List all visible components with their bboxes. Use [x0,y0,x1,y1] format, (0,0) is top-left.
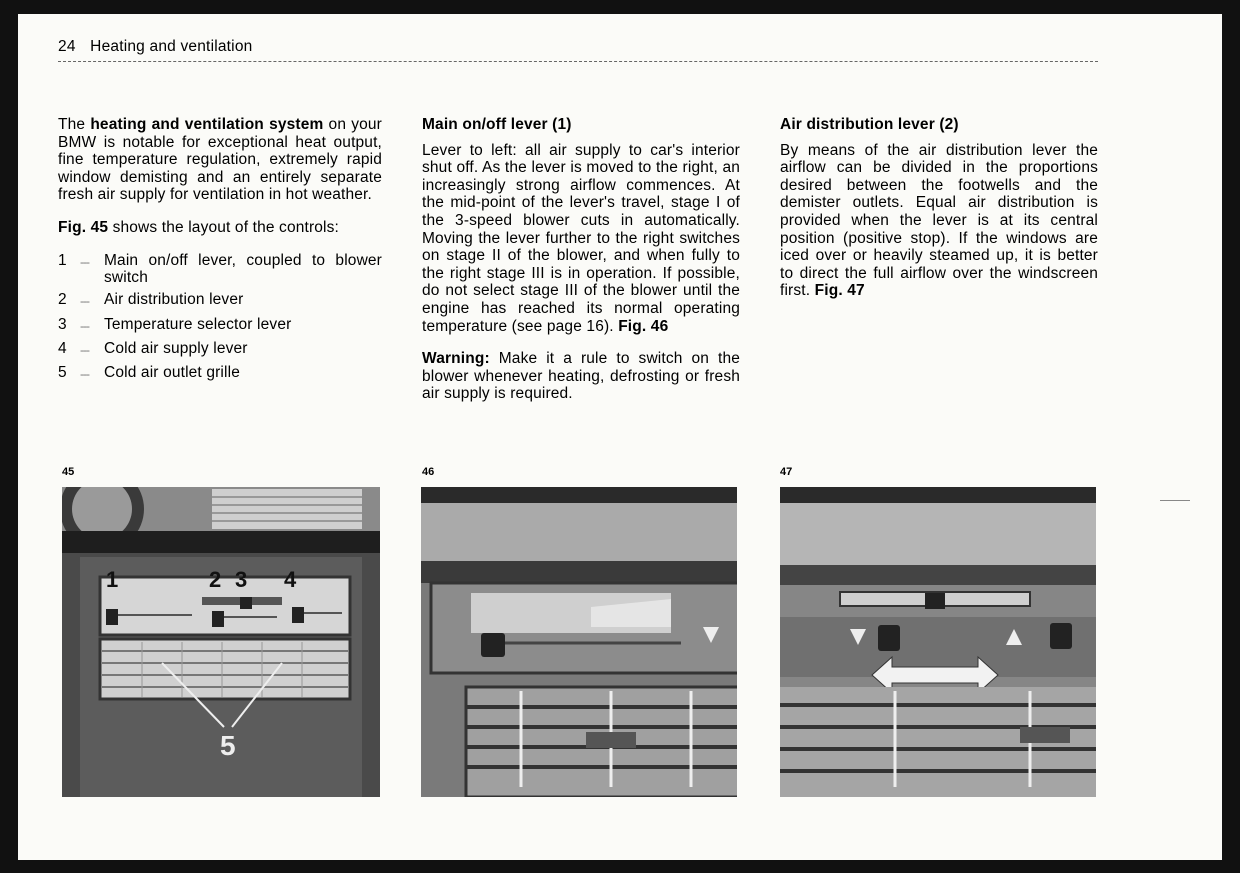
scan-mark [1160,500,1190,501]
figure-45-photo [62,487,380,797]
page-header [58,38,1098,56]
main-lever-paragraph [422,142,740,336]
air-distribution-paragraph [780,142,1098,300]
section-heading: Main on/off lever (1) [422,116,572,133]
fig-ref-paragraph [58,219,382,237]
header-rule [58,61,1098,62]
list-text: Air distribution lever [104,291,244,309]
list-number: 3 [58,315,67,333]
callout-3: 3 [235,567,248,592]
list-item [58,340,382,360]
callout-1: 1 [106,567,119,592]
list-text: Cold air outlet grille [104,363,240,381]
air-distribution-photo [780,487,1096,797]
warning-label: Warning: [422,350,490,368]
warning-text: Make it a rule to switch on the blower whenever heating, defrosting or fresh air supply is required. [422,350,740,403]
callout-5: 5 [220,730,236,761]
dashboard-controls-photo [62,487,380,797]
list-item [58,252,382,287]
fig-ref-rest: shows the layout of the controls: [108,218,339,236]
list-item [58,364,382,384]
intro-prefix: The [58,116,91,133]
list-item [58,316,382,336]
fig-ref: Fig. 47 [810,282,865,300]
list-text: Temperature selector lever [104,315,292,333]
callout-2: 2 [209,567,222,592]
list-dash: --- [80,254,89,269]
intro-rest: on your BMW is notable for exceptional heat output, fine temperature regulation, extremely rapid window demisting and an entirely separate fresh air supply for ventilation in hot weather. [58,116,382,204]
warning-paragraph [422,350,740,403]
list-dash: --- [80,366,89,381]
list-number: 1 [58,251,67,269]
fig-ref: Fig. 46 [613,317,669,335]
main-lever-photo [421,487,737,797]
section-heading: Air distribution lever (2) [780,116,959,133]
callout-4: 4 [284,567,297,592]
figure-label: 45 [62,466,75,478]
figure-46-photo [421,487,737,797]
list-text: Cold air supply lever [104,339,248,357]
intro-paragraph [58,116,382,204]
list-dash: --- [80,342,89,357]
list-number: 4 [58,339,67,357]
list-text: Main on/off lever, coupled to blower switch [104,251,382,287]
page-number: 24 [58,38,76,55]
column-intro [58,116,382,388]
intro-bold: heating and ventilation system [90,116,324,133]
main-lever-text: Lever to left: all air supply to car's interior shut off. As the lever is moved to the right, an increasingly strong airflow commences. At the mid-point of the lever's travel, stage I of the 3-speed blower cuts in automatically. Moving the lever further to the right switches on stage II of the blower, and when fully to the right stage III is in operation. If possible, do not select stage III of the blower until the engine has reached its normal operating temperature (see page 16). [422,141,740,335]
list-number: 5 [58,363,67,381]
figure-label: 46 [422,466,435,478]
air-distribution-text: By means of the air distribution lever the airflow can be divided in the proportions desired between the footwells and the demister outlets. Equal air distribution is provided when the lever is at its central position (positive stop). If the windows are iced over or heavily steamed up, it is better to direct the full airflow over the windscreen first. [780,141,1098,300]
page-title: Heating and ventilation [90,38,253,55]
fig-ref-bold: Fig. 45 [58,218,109,236]
figure-47-photo [780,487,1096,797]
list-number: 2 [58,291,67,309]
list-dash: --- [80,318,89,333]
column-main-lever [422,116,740,418]
scan-border-top [0,0,1240,14]
list-item [58,291,382,311]
figure-label: 47 [780,466,793,478]
list-dash: --- [80,294,89,309]
controls-list [58,252,382,384]
column-air-distribution [780,116,1098,315]
